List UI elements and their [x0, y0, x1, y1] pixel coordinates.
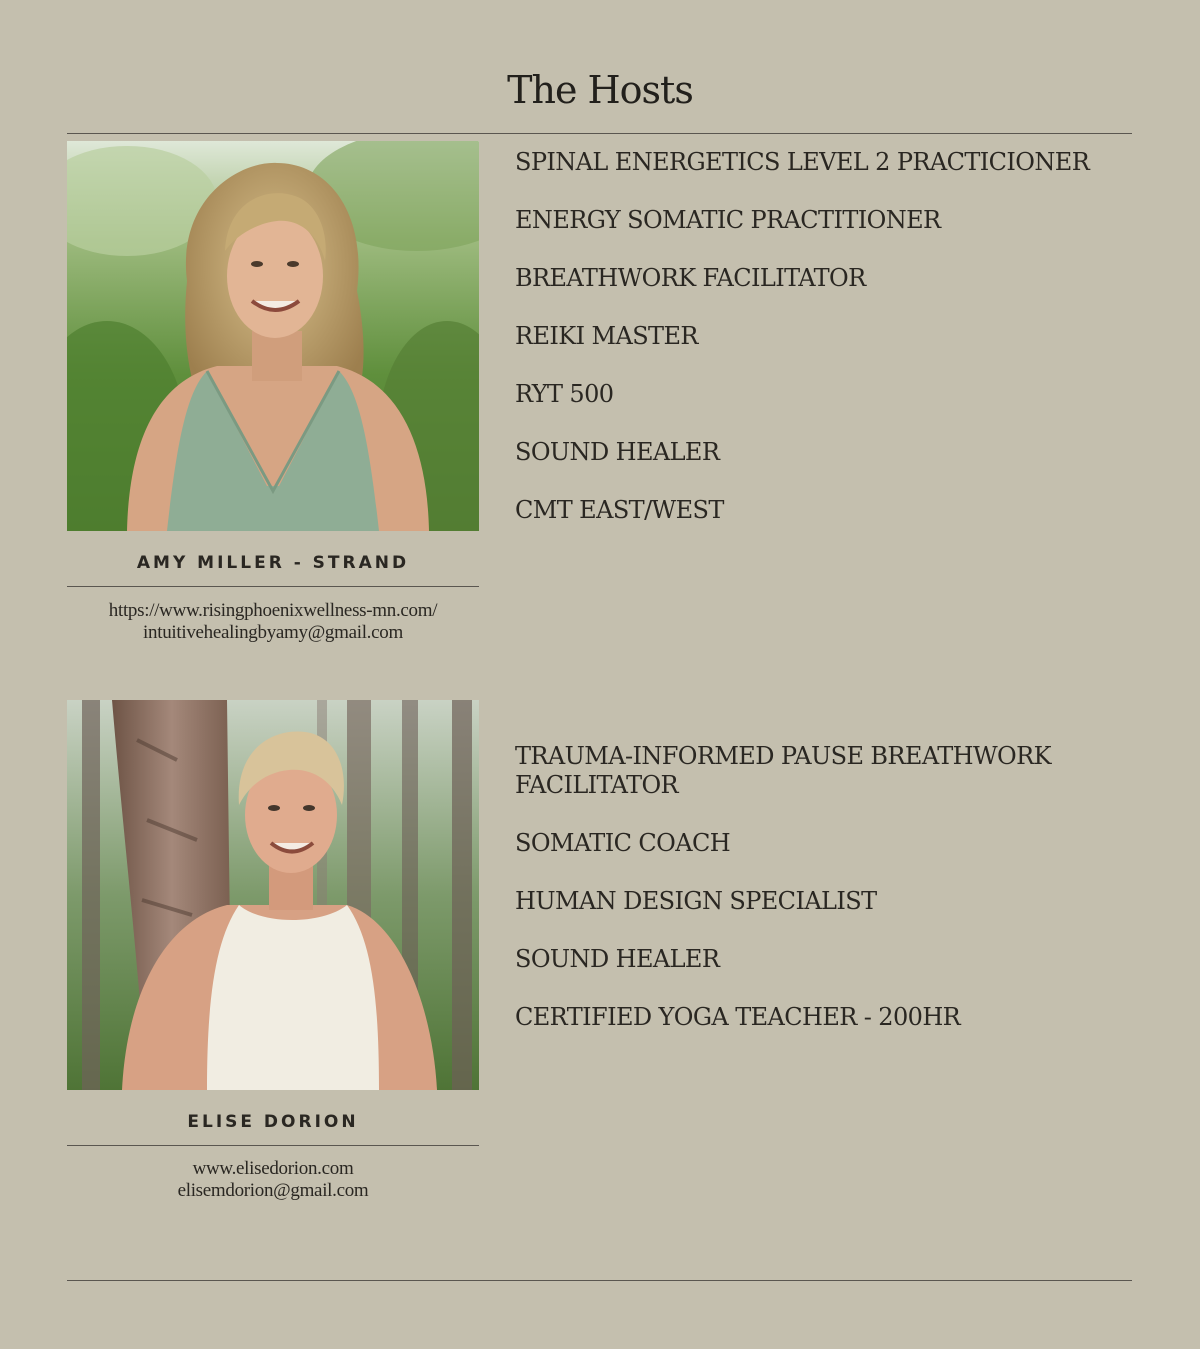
host-divider — [67, 586, 479, 587]
top-divider — [67, 133, 1132, 134]
email-link[interactable]: intuitivehealingbyamy@gmail.com — [143, 622, 403, 643]
qualification-item: SOUND HEALER — [515, 438, 720, 466]
qualification-item: ENERGY SOMATIC PRACTITIONER — [515, 206, 941, 234]
qualification-item: BREATHWORK FACILITATOR — [515, 264, 866, 292]
qualifications-list — [515, 742, 1135, 1061]
host-name: ELISE DORION — [187, 1112, 359, 1132]
host-photo-amy — [67, 141, 479, 531]
qualification-item: TRAUMA-INFORMED PAUSE BREATHWORK FACILITATOR — [515, 742, 1051, 799]
qualification-item: REIKI MASTER — [515, 322, 698, 350]
qualifications-list — [515, 148, 1135, 554]
host-photo-elise — [67, 700, 479, 1090]
qualification-item: SOUND HEALER — [515, 945, 720, 973]
bottom-divider — [67, 1280, 1132, 1281]
portrait-photo-elise-icon — [67, 700, 479, 1090]
qualification-item: HUMAN DESIGN SPECIALIST — [515, 887, 877, 915]
host-name: AMY MILLER - STRAND — [136, 553, 410, 573]
qualification-item: CERTIFIED YOGA TEACHER - 200HR — [515, 1003, 961, 1031]
qualification-item: CMT EAST/WEST — [515, 496, 724, 524]
email-link[interactable]: elisemdorion@gmail.com — [177, 1180, 369, 1201]
page-title: The Hosts — [507, 68, 693, 112]
qualification-item: SPINAL ENERGETICS LEVEL 2 PRACTICIONER — [515, 148, 1090, 176]
host-contact — [67, 1158, 479, 1202]
host-contact — [67, 600, 479, 644]
host-divider — [67, 1145, 479, 1146]
portrait-photo-amy-icon — [67, 141, 479, 531]
website-link[interactable]: www.elisedorion.com — [192, 1158, 354, 1179]
website-link[interactable]: https://www.risingphoenixwellness-mn.com/ — [108, 600, 438, 621]
qualification-item: SOMATIC COACH — [515, 829, 731, 857]
qualification-item: RYT 500 — [515, 380, 614, 408]
